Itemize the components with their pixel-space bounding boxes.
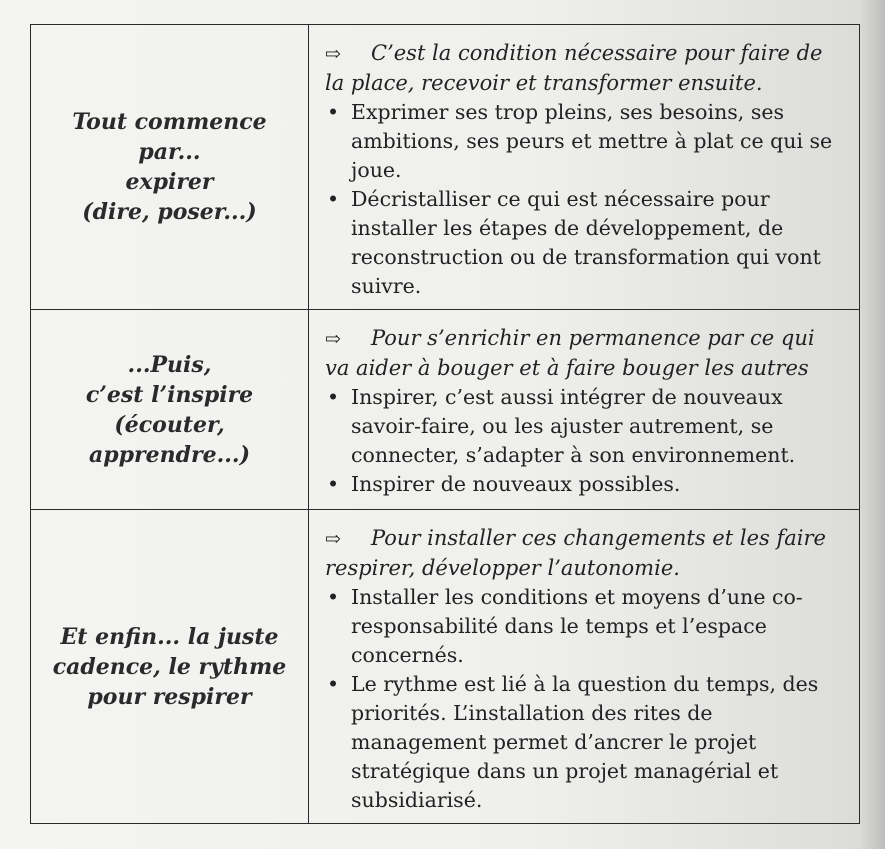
row-heading-cell [31, 25, 309, 310]
lead-statement [325, 324, 845, 383]
lead-text: C’est la condition nécessaire pour faire de la place, recevoir et transformer ensuite. [325, 41, 823, 95]
list-item-text: Inspirer de nouveaux possibles. [351, 472, 681, 496]
lead-statement [325, 524, 845, 583]
right-arrow-icon: ⇨ [325, 328, 341, 350]
heading-line: expirer [125, 169, 214, 195]
lead-statement [325, 39, 845, 98]
row-heading [31, 107, 308, 227]
row-content-cell [309, 310, 860, 510]
list-item-text: Décristalliser ce qui est nécessaire pour installer les étapes de développement, de reconstruction ou de transformation qui vont suivre. [351, 187, 821, 298]
list-item [325, 98, 845, 185]
heading-line: Et enfin... la juste [60, 623, 279, 650]
table-row [31, 310, 860, 510]
breathing-table [30, 24, 860, 824]
bullet-list [325, 383, 845, 499]
right-arrow-icon: ⇨ [325, 43, 341, 65]
row-heading-cell [31, 510, 309, 824]
list-item-text: Le rythme est lié à la question du temps, des priorités. L’installation des rites de management permet d’ancrer le projet stratégique dans un projet managérial et subsidiarisé. [351, 672, 819, 812]
list-item [325, 583, 845, 670]
bullet-icon: • [327, 385, 340, 409]
row-heading [31, 350, 308, 470]
lead-text: Pour s’enrichir en permanence par ce qui va aider à bouger et à faire bouger les autres [325, 326, 815, 380]
list-item [325, 670, 845, 815]
list-item-text: Exprimer ses trop pleins, ses besoins, ses ambitions, ses peurs et mettre à plat ce qui se joue. [351, 100, 833, 182]
heading-line: pour respirer [87, 683, 252, 710]
bullet-icon: • [327, 585, 340, 609]
bullet-icon: • [327, 472, 340, 496]
heading-line: par... [138, 139, 201, 165]
bullet-icon: • [327, 100, 340, 124]
heading-line: cadence, le rythme [52, 653, 287, 680]
bullet-list [325, 583, 845, 815]
right-arrow-icon: ⇨ [325, 528, 341, 550]
list-item [325, 383, 845, 470]
row-heading [31, 622, 308, 712]
bullet-list [325, 98, 845, 301]
list-item-text: Installer les conditions et moyens d’une co-responsabilité dans le temps et l’espace concernés. [351, 585, 803, 667]
list-item [325, 185, 845, 301]
heading-line: Tout commence [72, 109, 267, 135]
heading-line: ...Puis, [127, 351, 212, 378]
row-content-cell [309, 510, 860, 824]
row-content-cell [309, 25, 860, 310]
heading-line: apprendre...) [89, 441, 250, 468]
heading-line: c’est l’inspire [85, 381, 254, 408]
row-heading-cell [31, 310, 309, 510]
bullet-icon: • [327, 187, 340, 211]
list-item-text: Inspirer, c’est aussi intégrer de nouveaux savoir-faire, ou les ajuster autrement, se connecter, s’adapter à son environnement. [351, 385, 796, 467]
heading-line: (dire, poser...) [82, 199, 257, 225]
table-row [31, 25, 860, 310]
list-item [325, 470, 845, 499]
lead-text: Pour installer ces changements et les faire respirer, développer l’autonomie. [325, 526, 826, 580]
heading-line: (écouter, [114, 411, 225, 438]
bullet-icon: • [327, 672, 340, 696]
table-row [31, 510, 860, 824]
